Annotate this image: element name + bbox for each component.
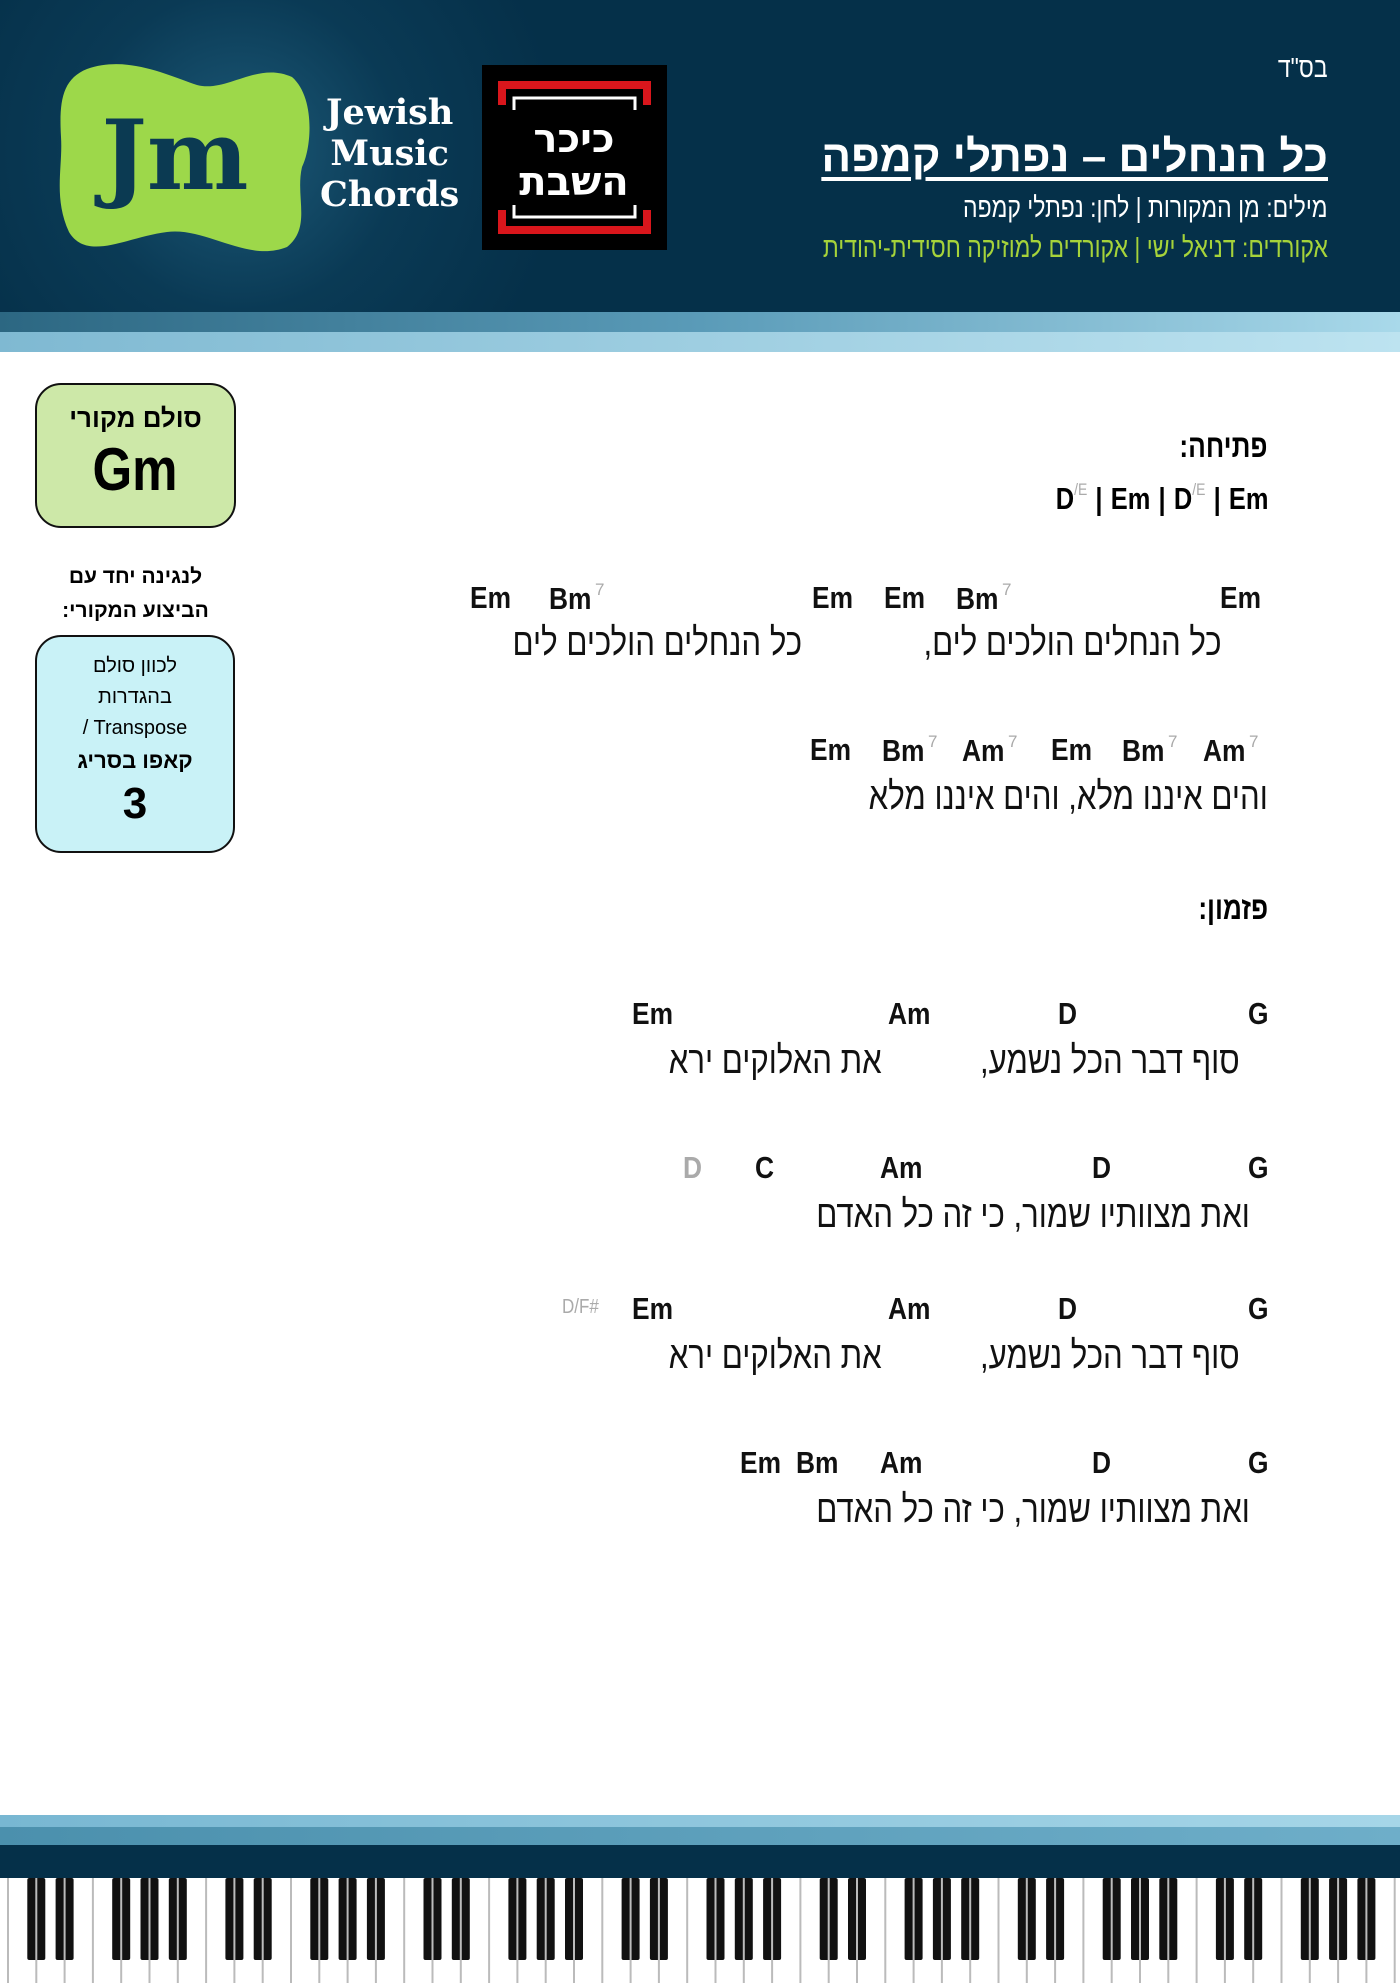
chord: $D^{/E}$ [1173, 480, 1205, 516]
footer-stripe [0, 1815, 1400, 1845]
chord: Em [810, 732, 852, 767]
chord: Bm $^7$ [882, 732, 938, 768]
piano-keys-decoration [0, 1878, 1400, 1983]
chord: Bm $^7$ [549, 580, 605, 616]
lyric-segment: את האלוקים ירא [669, 1335, 882, 1377]
capo-label: קאפו בסריג [77, 748, 193, 773]
credits: מילים: מן המקורות | לחן: נפתלי קמפה [963, 192, 1328, 223]
capo-value: 3 [122, 779, 148, 828]
chord: Am $^7$ [1203, 732, 1259, 768]
lyric-segment: כל הנחלים הולכים לים [512, 622, 802, 664]
bar-line: | [1158, 481, 1166, 516]
footer-band [0, 1845, 1400, 1878]
jm-logo-letters: Jm [101, 99, 249, 212]
chord: Am [880, 1150, 923, 1185]
bsd-mark: בס"ד [1278, 52, 1328, 83]
capo-box [35, 635, 235, 853]
intro-title: פתיחה: [1179, 428, 1268, 464]
chord: Am $^7$ [962, 732, 1018, 768]
chord-muted: D [683, 1150, 703, 1185]
chord: Am [880, 1445, 923, 1480]
bar-line: | [1213, 481, 1221, 516]
chord: Em [1228, 481, 1268, 516]
logo-line: Music [330, 133, 449, 174]
capo-line: / Transpose [82, 717, 188, 739]
chord: D [1092, 1150, 1112, 1185]
jmc-logo-text [320, 92, 459, 215]
lyric-segment: ואת מצוותיו שמור, כי זה כל האדם [816, 1194, 1250, 1236]
lyric-segment: סוף דבר הכל נשמע, [980, 1040, 1240, 1082]
kikar-line1: כיכר [533, 116, 615, 162]
chord: Em [740, 1445, 782, 1480]
original-key-value: Gm [92, 436, 179, 503]
original-key-box [35, 383, 236, 528]
chord: C [755, 1150, 775, 1185]
lyric-segment: כל הנחלים הולכים לים, [923, 622, 1222, 664]
song-title-text: כל הנחלים – נפתלי קמפה [821, 132, 1328, 181]
capo-line: לכוון סולם [93, 655, 177, 677]
chord: Em [1051, 732, 1093, 767]
original-key-label: סולם מקורי [69, 403, 202, 433]
chord-passing: D/F# [562, 1296, 599, 1318]
chord: Am [888, 1291, 931, 1326]
song-title [821, 132, 1328, 182]
chord: G [1248, 1445, 1269, 1480]
lyric-segment: את האלוקים ירא [669, 1040, 882, 1082]
chord: D [1092, 1445, 1112, 1480]
chord: G [1248, 1150, 1269, 1185]
header-stripe [0, 312, 1400, 352]
capo-line: בהגדרות [98, 686, 172, 708]
kikar-hashabat-logo [482, 65, 667, 250]
play-along-note [35, 560, 236, 628]
chord: D [1058, 1291, 1078, 1326]
lyric-segment: ואת מצוותיו שמור, כי זה כל האדם [816, 1489, 1250, 1531]
chord: Em [884, 580, 926, 615]
chord: Bm [796, 1445, 839, 1480]
chord: Bm $^7$ [956, 580, 1012, 616]
chord: $D^{/E}$ [1055, 480, 1087, 516]
lyric-segment: סוף דבר הכל נשמע, [980, 1335, 1240, 1377]
play-note-line: לנגינה יחד עם [68, 565, 203, 588]
kikar-line2: השבת [519, 159, 629, 205]
chord: Bm $^7$ [1122, 732, 1178, 768]
logo-line: Chords [320, 174, 460, 215]
chorus-title: פזמון: [1198, 890, 1268, 926]
jewish-music-chords-guitar-logo [57, 57, 310, 257]
chords-credit: אקורדים: דניאל ישי | אקורדים למוזיקה חסידית-יהודית [822, 232, 1328, 263]
chord: G [1248, 1291, 1269, 1326]
play-note-line: הביצוע המקורי: [62, 599, 209, 622]
logo-line: Jewish [325, 92, 454, 133]
lyric-segment: והים איננו מלא, והים איננו מלא [868, 776, 1268, 818]
chord: Am [888, 996, 931, 1031]
chord: Em [632, 1291, 674, 1326]
chord: G [1248, 996, 1269, 1031]
chord: Em [812, 580, 854, 615]
chord: Em [632, 996, 674, 1031]
chord: D [1058, 996, 1078, 1031]
bar-line: | [1094, 481, 1103, 516]
chord: Em [1110, 481, 1150, 516]
chord: Em [1220, 580, 1262, 615]
intro-chords [1009, 480, 1268, 517]
chord: Em [470, 580, 512, 615]
